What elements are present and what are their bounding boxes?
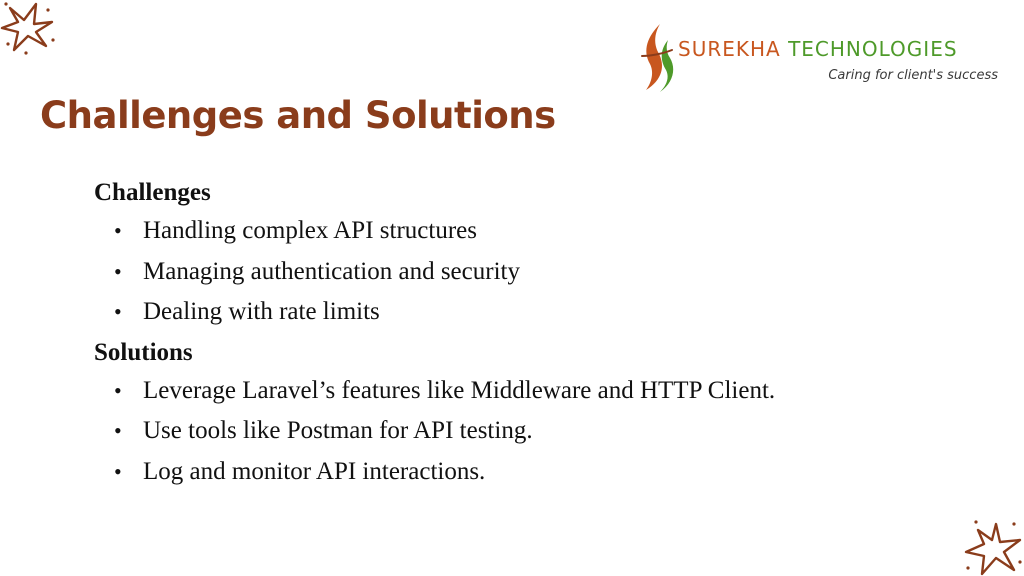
list-item [94, 255, 974, 296]
bullet-icon: • [114, 258, 122, 284]
bullet-list [94, 214, 974, 336]
logo-tagline: Caring for client's success [828, 68, 998, 83]
section-heading: Solutions [94, 338, 193, 366]
bullet-icon: • [114, 377, 122, 403]
logo-name-part1: SUREKHA [678, 37, 781, 61]
list-item-text: Handling complex API structures [143, 217, 477, 244]
company-logo [640, 22, 1000, 94]
star-doodle-icon [0, 0, 60, 56]
slide-title: Challenges and Solutions [40, 94, 556, 137]
bullet-icon: • [114, 458, 122, 484]
list-item [94, 295, 974, 336]
section-challenges [94, 176, 974, 336]
list-item [94, 455, 974, 496]
list-item-text: Leverage Laravel’s features like Middleware and HTTP Client. [143, 376, 776, 404]
logo-name-part2: TECHNOLOGIES [788, 37, 958, 61]
section-heading: Challenges [94, 179, 211, 206]
star-doodle-icon [962, 516, 1024, 576]
bullet-icon: • [114, 418, 122, 443]
bullet-icon: • [114, 218, 122, 243]
flame-logo-icon [640, 22, 674, 92]
bullet-list [94, 374, 974, 496]
list-item-text: Managing authentication and security [143, 257, 520, 285]
logo-wordmark [678, 37, 958, 61]
list-item-text: Use tools like Postman for API testing. [143, 417, 533, 444]
section-solutions [94, 336, 974, 496]
bullet-icon: • [114, 299, 122, 324]
list-item-text: Dealing with rate limits [143, 298, 380, 325]
list-item [94, 414, 974, 455]
list-item-text: Log and monitor API interactions. [143, 457, 486, 485]
list-item [94, 214, 974, 255]
list-item [94, 374, 974, 415]
slide-content [94, 176, 974, 495]
